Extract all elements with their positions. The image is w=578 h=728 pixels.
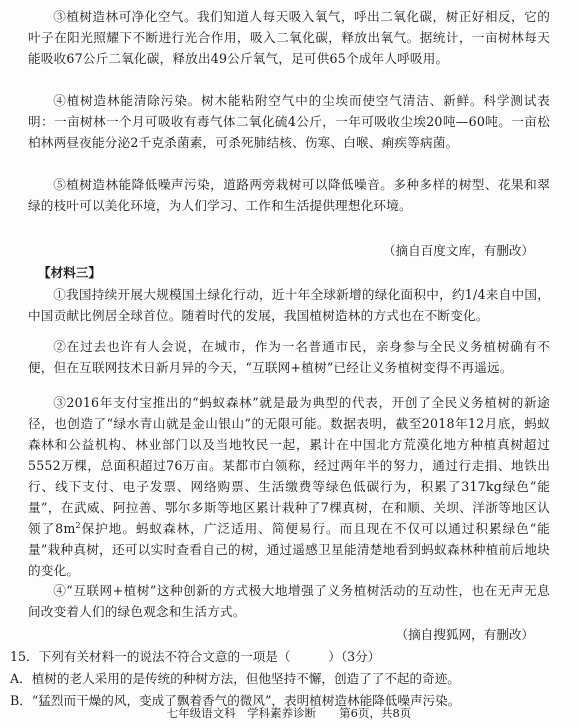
material3-heading: 【材料三】 bbox=[38, 265, 101, 280]
option-b[interactable]: B．“猛烈而干燥的风，变成了飘着香气的微风”，表明植树造林能降低噪声污染。 bbox=[10, 693, 461, 708]
material3-paragraph-3 bbox=[28, 392, 550, 581]
material3-paragraph-1: ①我国持续开展大规模国土绿化行动，近十年全球新增的绿化面积中，约1/4来自中国，中国贡献比例居全球首位。随着时代的发展，我国植树造林的方式也在不断变化。 bbox=[28, 287, 550, 323]
p3-text-before: ③2016年支付宝推出的“蚂蚁森林”就是最为典型的代表，开创了全民义务植树的新途径，也创造了“绿水青山就是金山银山”的无限可能。数据表明，截至2018年12月底，蚂蚁森林和公益机构、林业部门以及当地牧民一起，累计在中国北方荒漠化地方种植真树超过5552万棵，总面积超过76万亩。某都市白领称，经过两年半的努力，通过行走捐、地铁出行、线下支付、电子发票、网络购票、生活缴费等绿色低碳行为，积累了317kg绿色“能量”，在武威、阿拉善、鄂尔多斯等地区累计栽种了7棵真树，在和顺、关坝、洋浙等地区认领了8m bbox=[28, 395, 550, 536]
option-a[interactable]: A．植树的老人采用的是传统的种树方法，但他坚持不懈，创造了了不起的奇迹。 bbox=[10, 671, 460, 686]
page-footer: 七年级语文科 学科素养诊断 第6页，共8页 bbox=[166, 706, 412, 720]
material3-paragraph-4: ④“互联网+植树”这种创新的方式极大地增强了义务植树活动的互动性，也在无声无息间改变着人们的绿色观念和生活方式。 bbox=[28, 583, 550, 619]
material3-source: （摘自搜狐网，有删改） bbox=[395, 627, 534, 642]
material2-source: （摘自百度文库，有删改） bbox=[382, 243, 534, 258]
question-15: 15．下列有关材料一的说法不符合文意的一项是（ ）（3分） bbox=[10, 649, 381, 664]
material3-paragraph-2: ②在过去也许有人会说，在城市，作为一名普通市民，亲身参与全民义务植树确有不便，但在互联网技术日新月异的今天，“互联网+植树”已经让义务植树变得不再遥远。 bbox=[28, 339, 550, 375]
p3-text-after: 保护地。蚂蚁森林，广泛适用、简便易行。而且现在不仅可以通过积累绿色“能量”栽种真树，还可以实时查看自己的树，通过遥感卫星能清楚地看到蚂蚁森林种植前后地块的变化。 bbox=[28, 521, 550, 578]
material2-paragraph-4: ④植树造林能清除污染。树木能粘附空气中的尘埃而使空气清洁、新鲜。科学测试表明：一亩树林一个月可吸收有毒气体二氧化硫4公斤，一年可吸收尘埃20吨—60吨。一亩松柏林两昼夜能分泌2千克杀菌素，可杀死肺结核、伤寒、白喉、痢疾等病菌。 bbox=[28, 93, 550, 150]
p3-superscript: 2 bbox=[75, 520, 81, 530]
material2-paragraph-5: ⑤植树造林能降低噪声污染，道路两旁栽树可以降低噪音。多种多样的树型、花果和翠绿的枝叶可以美化环境，为人们学习、工作和生活提供理想化环境。 bbox=[28, 177, 550, 213]
material2-paragraph-3: ③植树造林可净化空气。我们知道人每天吸入氧气，呼出二氧化碳，树正好相反，它的叶子在阳光照耀下不断进行光合作用，吸入二氧化碳，释放出氧气。据统计，一亩树林每天能吸收67公斤二氧化碳，释放出49公斤氧气，足可供65个成年人呼吸用。 bbox=[28, 9, 550, 66]
